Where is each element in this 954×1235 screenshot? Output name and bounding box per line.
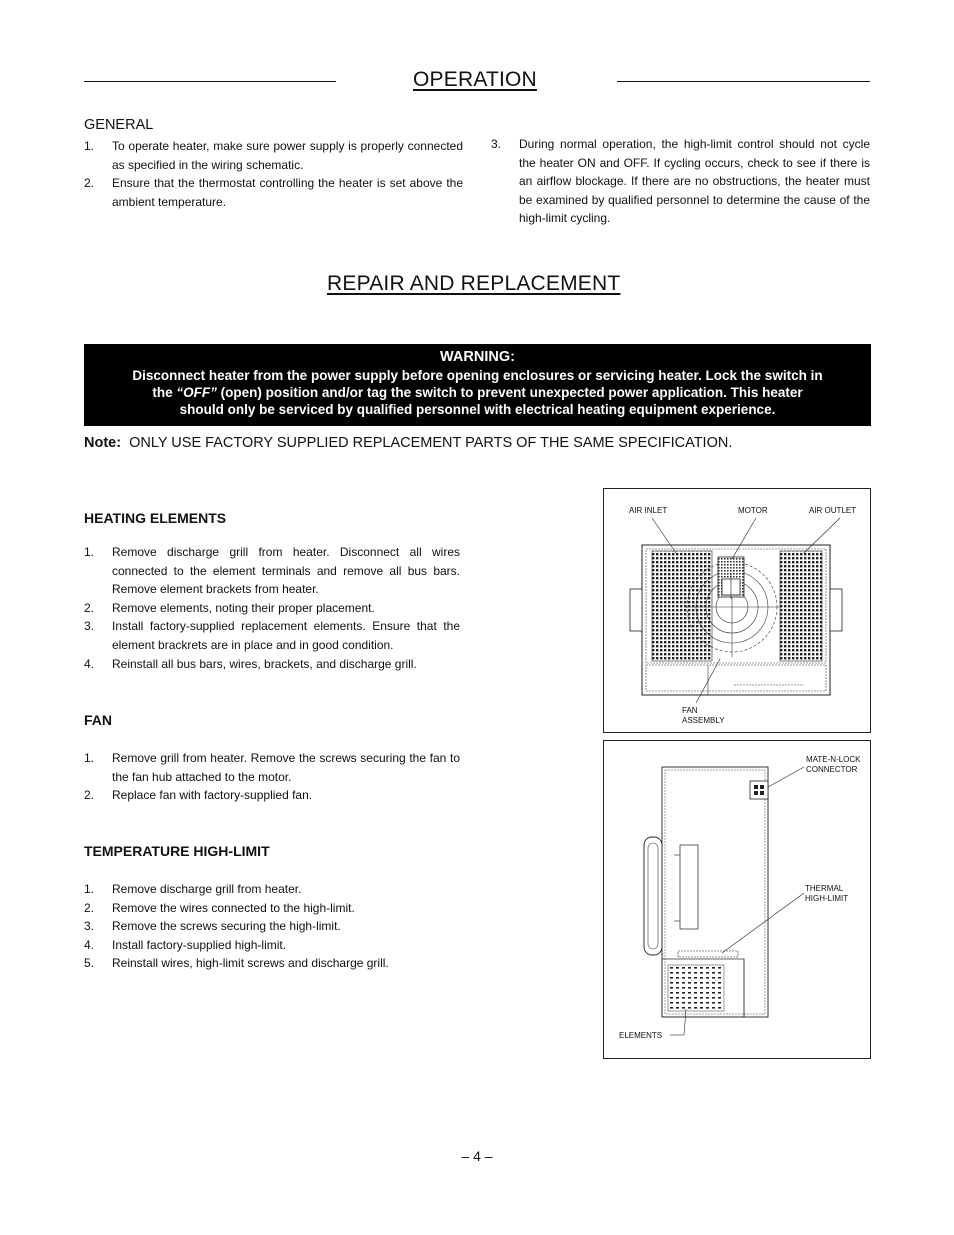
heater-side-view-figure xyxy=(603,740,871,1059)
motor-label: MOTOR xyxy=(738,506,768,515)
air-outlet-label: AIR OUTLET xyxy=(809,506,857,515)
warning-line-3: should only be serviced by qualified personnel with electrical heating equipment experience. xyxy=(179,402,776,417)
list-item: 1. Remove discharge grill from heater. xyxy=(84,882,302,896)
fan-heading: FAN xyxy=(84,712,112,728)
list-item: 2. Ensure that the thermostat controlling the heater is set above the ambient temperature. xyxy=(84,176,463,209)
heater-top-view-drawing xyxy=(604,489,870,732)
note xyxy=(84,435,732,451)
warning-line-2: the “OFF” (open) position and/or tag the switch to prevent unexpected power application. This heater xyxy=(152,385,803,400)
list-item: 1. Remove discharge grill from heater. Disconnect all wires connected to the element terminals and remove all bus bars. Remove element brackets from heater. xyxy=(84,545,460,597)
operation-title: OPERATION xyxy=(413,68,537,91)
list-item: 4. Reinstall all bus bars, wires, brackets, and discharge grill. xyxy=(84,656,417,671)
list-item: 3. Install factory-supplied replacement elements. Ensure that the element brackrets are in place and in good condition. xyxy=(84,619,460,652)
elements-label: ELEMENTS xyxy=(619,1031,663,1040)
mate-n-lock-connector-label: MATE-N-LOCK CONNECTOR xyxy=(806,755,861,774)
operation-rule-right xyxy=(617,81,870,82)
note-label: Note: xyxy=(84,435,122,451)
fan-assembly-label: FAN ASSEMBLY xyxy=(682,706,725,725)
repair-title: REPAIR AND REPLACEMENT xyxy=(327,272,621,295)
warning-box xyxy=(84,344,871,426)
heating-elements-heading: HEATING ELEMENTS xyxy=(84,510,227,526)
thermal-high-limit-label: THERMAL HIGH-LIMIT xyxy=(805,884,849,903)
list-item: 5. Reinstall wires, high-limit screws and discharge grill. xyxy=(84,956,389,971)
list-item: 1. Remove grill from heater. Remove the screws securing the fan to the fan hub attached to the motor. xyxy=(84,751,460,784)
list-item: 3. During normal operation, the high-limit control should not cycle the heater ON and OFF. If cycling occurs, check to see if there is an airflow blockage. If there are no obstructions, the heater must be examined by qualified personnel to determine the cause of the high-limit cycling. xyxy=(491,137,870,226)
temperature-high-limit-heading: TEMPERATURE HIGH-LIMIT xyxy=(84,843,270,859)
general-list-right xyxy=(491,135,870,228)
general-heading: GENERAL xyxy=(84,117,154,133)
warning-title: WARNING: xyxy=(440,349,515,365)
general-list-left xyxy=(84,137,463,211)
list-item: 4. Install factory-supplied high-limit. xyxy=(84,937,287,952)
operation-rule-left xyxy=(84,81,336,82)
heating-elements-list xyxy=(84,543,460,673)
page-number: – 4 – xyxy=(461,1148,493,1164)
list-item: 1. To operate heater, make sure power supply is properly connected as specified in the wiring schematic. xyxy=(84,139,463,172)
fan-list xyxy=(84,749,460,805)
heater-top-view-figure xyxy=(603,488,871,733)
list-item: 2. Remove elements, noting their proper placement. xyxy=(84,600,375,615)
warning-line-1: Disconnect heater from the power supply before opening enclosures or servicing heater. Lock the switch in xyxy=(132,368,823,383)
list-item: 2. Remove the wires connected to the high-limit. xyxy=(84,900,355,915)
note-text: ONLY USE FACTORY SUPPLIED REPLACEMENT PARTS OF THE SAME SPECIFICATION. xyxy=(129,435,733,451)
air-inlet-label: AIR INLET xyxy=(629,506,668,515)
list-item: 3. Remove the screws securing the high-limit. xyxy=(84,919,341,934)
temperature-high-limit-list xyxy=(84,880,460,973)
list-item: 2. Replace fan with factory-supplied fan. xyxy=(84,788,313,803)
